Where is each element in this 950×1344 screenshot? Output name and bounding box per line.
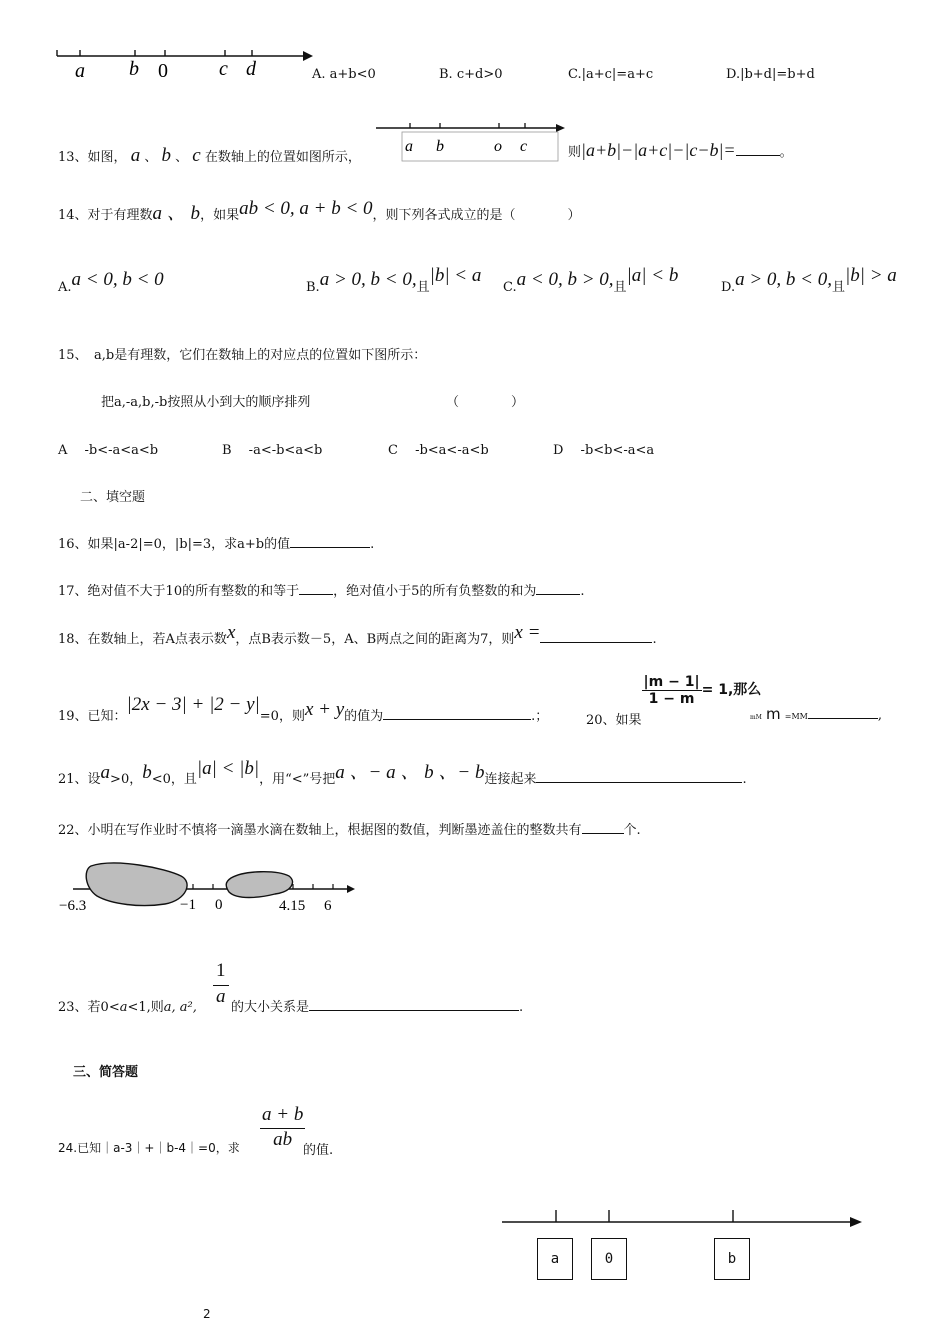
q23-end: . (519, 1000, 524, 1015)
q18-var: x (226, 622, 236, 643)
q20-end: , (877, 708, 882, 723)
q12-axis-label: a (75, 60, 85, 82)
q12-axis-label: b (129, 58, 139, 80)
q22-axis-label: −1 (180, 897, 196, 913)
q13-var-c: c (192, 145, 201, 166)
q14-option-abs: |b| > a (845, 265, 897, 286)
q17-text2: ，绝对值小于5的所有负整数的和为 (333, 584, 537, 599)
q18-answer-blank[interactable] (540, 628, 652, 643)
q24-prefix: 24.已知｜a-3｜+｜b-4｜=0，求 (58, 1141, 240, 1155)
q13-var-a: a (130, 145, 141, 166)
q20-answer-blank[interactable] (808, 704, 878, 719)
q14-condition: ab < 0, a + b < 0 (239, 198, 373, 219)
q23-list: a, a², (163, 1000, 197, 1015)
q14-option-abs: |b| < a (429, 265, 482, 286)
q16-answer-blank[interactable] (290, 533, 370, 548)
q23-numerator: 1 (213, 960, 229, 986)
q12-option-d: D.|b+d|=b+d (726, 67, 815, 82)
q22-axis-label: 4.15 (279, 898, 306, 914)
q22-answer-blank[interactable] (582, 819, 624, 834)
q18-text1: 18、在数轴上，若A点表示数 (58, 632, 227, 647)
q14-mid: ，如果 (200, 208, 240, 223)
q22-axis-label: 6 (324, 898, 332, 914)
q21-text: ，用“<”号把 (259, 772, 336, 787)
q15-paren: （ ） (446, 395, 525, 410)
q21-prefix: 21、设 (58, 772, 101, 787)
q13-end: 。 (779, 145, 793, 160)
bottom-axis-label-a: a (537, 1238, 573, 1280)
q17-answer-blank-1[interactable] (299, 580, 333, 595)
q15-option-d: D -b<b<-a<a (553, 443, 655, 458)
q22-text: 22、小明在写作业时不慎将一滴墨水滴在数轴上，根据图的数值，判断墨迹盖住的整数共有 (58, 823, 582, 838)
q14-option-expr: a < 0, b < 0 (71, 269, 164, 290)
q13-sep: 、 (144, 150, 158, 165)
q14-option-qie: 且 (613, 280, 627, 295)
q20-prefix: 20、如果 (586, 713, 642, 728)
q14-option-label: C. (503, 280, 517, 295)
q17-question (58, 580, 585, 599)
q14-option-d (721, 265, 897, 297)
q18-var2: x = (514, 622, 541, 643)
q23-suffix-line (231, 996, 523, 1015)
page-number: 2 (203, 1307, 211, 1321)
q20-denominator: 1 − m (648, 691, 695, 707)
q13-expression: |a+b|−|a+c|−|c−b|= (581, 140, 736, 160)
q15-line2: 把a,-a,b,-b按照从小到大的顺序排列 (101, 395, 311, 410)
q12-option-a: A. a+b<0 (312, 67, 376, 82)
q15-line1: 15、 a,b是有理数，它们在数轴上的对应点的位置如下图所示： (58, 348, 427, 363)
section-heading-short-answer: 三、简答题 (73, 1065, 139, 1080)
q12-option-c: C.|a+c|=a+c (568, 67, 654, 82)
q20-rhs: = 1,那么 (701, 682, 762, 698)
q13-axis-label: a (405, 138, 413, 155)
q14-option-expr: a < 0, b > 0, (516, 269, 614, 290)
q13-expression-line (568, 140, 793, 161)
q13-var-b: b (161, 145, 171, 166)
q20-answer-line (750, 704, 882, 723)
q14-suffix: ，则下列各式成立的是（ ） (372, 208, 581, 223)
q12-axis-label: 0 (158, 60, 168, 82)
q23-answer-blank[interactable] (309, 996, 519, 1011)
section-heading-fill-in: 二、填空题 (80, 490, 146, 505)
q21-var-b: b (142, 762, 152, 783)
q19-question (58, 694, 549, 726)
q13-answer-blank[interactable] (736, 141, 780, 156)
q19-suffix: 的值为 (344, 709, 384, 724)
q13-question (58, 145, 361, 167)
q17-text1: 17、绝对值不大于10的所有整数的和等于 (58, 584, 300, 599)
q12-axis-label: d (246, 58, 256, 80)
q21-text: >0， (110, 772, 143, 787)
q22-ink-number-line (55, 858, 365, 918)
q17-answer-blank-2[interactable] (536, 580, 580, 595)
q15-option-c: C -b<a<-a<b (388, 443, 489, 458)
q14-vars: a 、 b (152, 203, 201, 224)
q18-question (58, 622, 657, 649)
ink-blot-left (86, 863, 187, 906)
q19-expression2: x + y (304, 699, 345, 720)
q13-number-line (374, 118, 569, 164)
q19-expression: |2x − 3| + |2 − y| (126, 694, 260, 715)
q21-var-a: a (100, 762, 111, 783)
q21-question (58, 758, 747, 789)
q23-prefix: 23、若0< (58, 1000, 120, 1015)
q14-prefix: 14、对于有理数 (58, 208, 153, 223)
q18-end: . (652, 632, 657, 647)
q21-answer-blank[interactable] (536, 768, 742, 783)
q20-var: m (765, 705, 781, 723)
q23-fraction (213, 960, 229, 1008)
q19-prefix: 19、已知： (58, 709, 127, 724)
q13-axis-label: o (494, 138, 502, 155)
q24-suffix: 的值. (303, 1143, 334, 1158)
q16-question (58, 533, 374, 552)
q21-list: a 、− a 、 b 、− b (335, 762, 485, 783)
q14-option-abs: |a| < b (626, 265, 679, 286)
q15-option-a: A -b<-a<a<b (58, 443, 159, 458)
q21-abs-condition: |a| < |b| (196, 758, 260, 779)
q19-answer-blank[interactable] (383, 705, 531, 720)
q22-end: 个. (623, 823, 641, 838)
q20-numerator: |m − 1| (643, 674, 700, 690)
q13-axis-label: b (436, 138, 444, 155)
q16-text: 16、如果|a-2|=0，|b|=3，求a+b的值 (58, 537, 291, 552)
q21-end: . (742, 772, 747, 787)
q21-text: 连接起来 (484, 772, 537, 787)
q14-option-label: D. (721, 280, 736, 295)
q23-denominator: a (216, 986, 226, 1007)
q24-numerator: a + b (260, 1104, 305, 1129)
q14-option-c (503, 265, 679, 297)
bottom-number-line (500, 1208, 868, 1232)
q20-fraction (642, 674, 702, 707)
q14-option-a (58, 269, 164, 297)
q19-mid: =0，则 (259, 709, 305, 724)
q14-option-qie: 且 (416, 280, 430, 295)
q14-option-expr: a > 0, b < 0, (735, 269, 832, 290)
q14-option-b (306, 265, 482, 297)
q13-prefix: 13、如图， (58, 150, 127, 165)
q20-small-mark: =MM (784, 712, 808, 721)
q16-end: . (370, 537, 375, 552)
q13-sep: 、 (175, 150, 189, 165)
q13-then: 则 (568, 145, 582, 160)
q12-axis-label: c (219, 58, 228, 80)
q23-var-a: a (119, 1000, 128, 1015)
q13-axis-label: c (520, 138, 528, 155)
q23-text: <1,则 (127, 1000, 164, 1015)
q22-axis-label: −6.3 (59, 898, 87, 914)
q18-text2: ，点B表示数－5，A、B两点之间的距离为7，则 (235, 632, 515, 647)
bottom-axis-label-b: b (714, 1238, 750, 1280)
q12-number-line (55, 46, 315, 84)
q22-question (58, 819, 641, 838)
q23-suffix: 的大小关系是 (231, 1000, 310, 1015)
q19-end: .； (531, 709, 549, 724)
q23-question (58, 996, 197, 1015)
q21-text: <0，且 (151, 772, 197, 787)
q14-option-label: B. (306, 280, 320, 295)
q17-end: . (580, 584, 585, 599)
q14-option-label: A. (58, 280, 72, 295)
q24-fraction (260, 1104, 305, 1151)
q14-question (58, 198, 581, 225)
bottom-axis-label-0: 0 (591, 1238, 627, 1280)
q20-small-mark: mM (750, 714, 762, 721)
q14-option-qie: 且 (832, 280, 846, 295)
q15-option-b: B -a<-b<a<b (222, 443, 323, 458)
ink-blot-right (226, 872, 292, 898)
q14-option-expr: a > 0, b < 0, (319, 269, 417, 290)
q13-middle: 在数轴上的位置如图所示， (204, 150, 361, 165)
q24-denominator: ab (273, 1129, 293, 1150)
q22-axis-label: 0 (215, 897, 223, 913)
q12-option-b: B. c+d>0 (439, 67, 503, 82)
